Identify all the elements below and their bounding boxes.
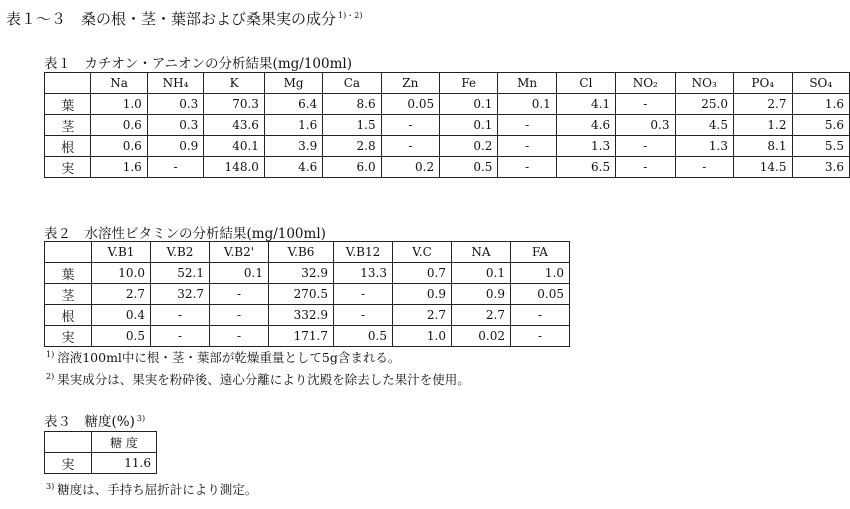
table1-cell: 4.5 <box>675 115 734 136</box>
table1-cell: 25.0 <box>675 94 734 115</box>
table2-header-row <box>45 242 570 263</box>
footnote-3-text: 糖度は、手持ち屈折計により測定。 <box>57 482 258 497</box>
table1-cell: 0.3 <box>147 115 203 136</box>
table2-cell: 13.3 <box>334 263 393 284</box>
table1-header-cell: NO₂ <box>616 73 675 94</box>
footnote-2-mark: 2) <box>46 371 55 381</box>
table2-corner-cell <box>45 242 92 263</box>
table1-cell: - <box>498 157 556 178</box>
table2-cell: 2.7 <box>393 305 452 326</box>
table3-header-row <box>45 432 157 453</box>
table1-cell: 1.3 <box>675 136 734 157</box>
table1-header-cell: NO₃ <box>675 73 734 94</box>
table2-cell: - <box>210 284 269 305</box>
table2-cell: 0.4 <box>92 305 151 326</box>
table2-cell: 0.9 <box>393 284 452 305</box>
table1-row-leaf <box>45 94 850 115</box>
table2-row-stem <box>45 284 570 305</box>
table2-header-cell: V.B2' <box>210 242 269 263</box>
table1-cell: 0.2 <box>440 136 498 157</box>
table1-caption: 表１ カチオン・アニオンの分析結果(mg/100ml) <box>44 56 352 72</box>
table1-header-cell: Cl <box>556 73 615 94</box>
table1-cell: 0.1 <box>498 94 556 115</box>
table1-corner-cell <box>45 73 91 94</box>
table2-header-cell: V.C <box>393 242 452 263</box>
table3-caption-text: 表３ 糖度(%) <box>44 414 135 430</box>
table1-cell: 4.6 <box>264 157 322 178</box>
table1-header-cell: Mn <box>498 73 556 94</box>
table1-cell: 1.3 <box>556 136 615 157</box>
table1-cell: 4.1 <box>556 94 615 115</box>
page-title-footnote-ref: 1)・2) <box>338 11 363 20</box>
table1-cell: 0.9 <box>147 136 203 157</box>
table1-cell: 3.9 <box>264 136 322 157</box>
table1-header-cell: NH₄ <box>147 73 203 94</box>
table1-cell: 2.8 <box>323 136 381 157</box>
table1-header-cell: K <box>204 73 265 94</box>
table1-row-root <box>45 136 850 157</box>
table2-cell: 2.7 <box>92 284 151 305</box>
table3-caption-footnote-ref: 3) <box>136 413 146 423</box>
table2-cell: 171.7 <box>269 326 334 347</box>
table1-cell: 14.5 <box>734 157 793 178</box>
table1-row-stem <box>45 115 850 136</box>
table3-caption <box>44 410 145 430</box>
table1-cell: 8.1 <box>734 136 793 157</box>
table1-cell: 3.6 <box>792 157 850 178</box>
table1-cell: 1.5 <box>323 115 381 136</box>
table1-cell: 0.5 <box>440 157 498 178</box>
table1-header-cell: Na <box>91 73 147 94</box>
table2-header-cell: FA <box>511 242 570 263</box>
table1-cell: 2.7 <box>734 94 793 115</box>
table2-header-cell: V.B12 <box>334 242 393 263</box>
table2-row-root <box>45 305 570 326</box>
table2-cell: 0.5 <box>92 326 151 347</box>
table2-cell: - <box>511 326 570 347</box>
table2-row-label: 実 <box>45 326 92 347</box>
table1-cell: - <box>381 136 440 157</box>
table1-cell: 0.6 <box>91 115 147 136</box>
table1-cell: 0.1 <box>440 115 498 136</box>
table2-row-label: 根 <box>45 305 92 326</box>
table2-cell: 10.0 <box>92 263 151 284</box>
table2-cell: - <box>151 305 210 326</box>
table1-cell: 1.6 <box>792 94 850 115</box>
table3-header-cell: 糖 度 <box>92 432 157 453</box>
table1-cell: 70.3 <box>204 94 265 115</box>
table1-cell: 1.6 <box>264 115 322 136</box>
table2-row-fruit <box>45 326 570 347</box>
table2-cell: - <box>511 305 570 326</box>
table2-header-cell: V.B2 <box>151 242 210 263</box>
table1-cell: 6.4 <box>264 94 322 115</box>
table1-row-label: 葉 <box>45 94 91 115</box>
table1-cell: - <box>381 115 440 136</box>
table2-cell: - <box>334 305 393 326</box>
page-title <box>6 8 362 29</box>
table2-header-cell: V.B1 <box>92 242 151 263</box>
table1-row-label: 茎 <box>45 115 91 136</box>
table1-cell: 0.3 <box>616 115 675 136</box>
table1-cell: 8.6 <box>323 94 381 115</box>
table3-sugar <box>44 431 157 474</box>
footnote-3-mark: 3) <box>46 481 55 491</box>
table1-cell: 1.0 <box>91 94 147 115</box>
table3-corner-cell <box>45 432 92 453</box>
table1-cell: - <box>147 157 203 178</box>
table2-cell: 1.0 <box>393 326 452 347</box>
footnote-1 <box>46 348 400 366</box>
table2-cell: 0.02 <box>452 326 511 347</box>
table1-cell: 0.1 <box>440 94 498 115</box>
table1-header-cell: Ca <box>323 73 381 94</box>
table3-row-label: 実 <box>45 453 92 474</box>
table1-row-fruit <box>45 157 850 178</box>
table2-cell: 0.7 <box>393 263 452 284</box>
table1-cell: 0.05 <box>381 94 440 115</box>
table1-cell: 6.5 <box>556 157 615 178</box>
table2-cell: 270.5 <box>269 284 334 305</box>
table1-cell: 0.2 <box>381 157 440 178</box>
table3-cell: 11.6 <box>92 453 157 474</box>
table1-header-cell: Fe <box>440 73 498 94</box>
table1-cell: 5.5 <box>792 136 850 157</box>
table1-header-cell: Mg <box>264 73 322 94</box>
table2-cell: 0.1 <box>210 263 269 284</box>
table1-cell: 5.6 <box>792 115 850 136</box>
table2-cell: - <box>334 284 393 305</box>
table2-cell: 0.1 <box>452 263 511 284</box>
table1-cell: - <box>498 136 556 157</box>
table2-cell: 32.9 <box>269 263 334 284</box>
footnote-2-text: 果実成分は、果実を粉砕後、遠心分離により沈殿を除去した果汁を使用。 <box>57 372 470 387</box>
table2-cell: - <box>210 326 269 347</box>
table2-cell: 1.0 <box>511 263 570 284</box>
table2-vitamins <box>44 241 570 347</box>
table3-row-fruit <box>45 453 157 474</box>
table1-header-cell: Zn <box>381 73 440 94</box>
table2-cell: 2.7 <box>452 305 511 326</box>
footnote-3 <box>46 480 257 498</box>
table1-cell: 0.3 <box>147 94 203 115</box>
table1-cell: 40.1 <box>204 136 265 157</box>
page-title-text: 表１～３ 桑の根・茎・葉部および桑果実の成分 <box>6 10 337 28</box>
table2-caption: 表２ 水溶性ビタミンの分析結果(mg/100ml) <box>44 226 326 242</box>
table2-cell: - <box>151 326 210 347</box>
table2-cell: 52.1 <box>151 263 210 284</box>
table2-header-cell: NA <box>452 242 511 263</box>
table1-cell: 0.6 <box>91 136 147 157</box>
footnote-2 <box>46 370 470 388</box>
table2-row-label: 葉 <box>45 263 92 284</box>
table1-header-cell: PO₄ <box>734 73 793 94</box>
table2-row-label: 茎 <box>45 284 92 305</box>
table2-header-cell: V.B6 <box>269 242 334 263</box>
table2-cell: 0.05 <box>511 284 570 305</box>
table1-cell: 1.6 <box>91 157 147 178</box>
table2-cell: 332.9 <box>269 305 334 326</box>
table1-header-cell: SO₄ <box>792 73 850 94</box>
footnote-1-mark: 1) <box>46 349 55 359</box>
table1-row-label: 実 <box>45 157 91 178</box>
table1-cation-anion <box>44 72 850 178</box>
table1-cell: 6.0 <box>323 157 381 178</box>
table1-cell: - <box>498 115 556 136</box>
table1-cell: 1.2 <box>734 115 793 136</box>
table1-cell: - <box>616 157 675 178</box>
table1-cell: 43.6 <box>204 115 265 136</box>
table1-cell: 4.6 <box>556 115 615 136</box>
table2-cell: 32.7 <box>151 284 210 305</box>
table1-row-label: 根 <box>45 136 91 157</box>
table1-header-row <box>45 73 850 94</box>
table1-cell: - <box>675 157 734 178</box>
table2-cell: 0.5 <box>334 326 393 347</box>
table2-cell: - <box>210 305 269 326</box>
table1-cell: - <box>616 94 675 115</box>
table1-cell: 148.0 <box>204 157 265 178</box>
table1-cell: - <box>616 136 675 157</box>
table2-cell: 0.9 <box>452 284 511 305</box>
footnote-1-text: 溶液100ml中に根・茎・葉部が乾燥重量として5g含まれる。 <box>57 350 401 365</box>
table2-row-leaf <box>45 263 570 284</box>
